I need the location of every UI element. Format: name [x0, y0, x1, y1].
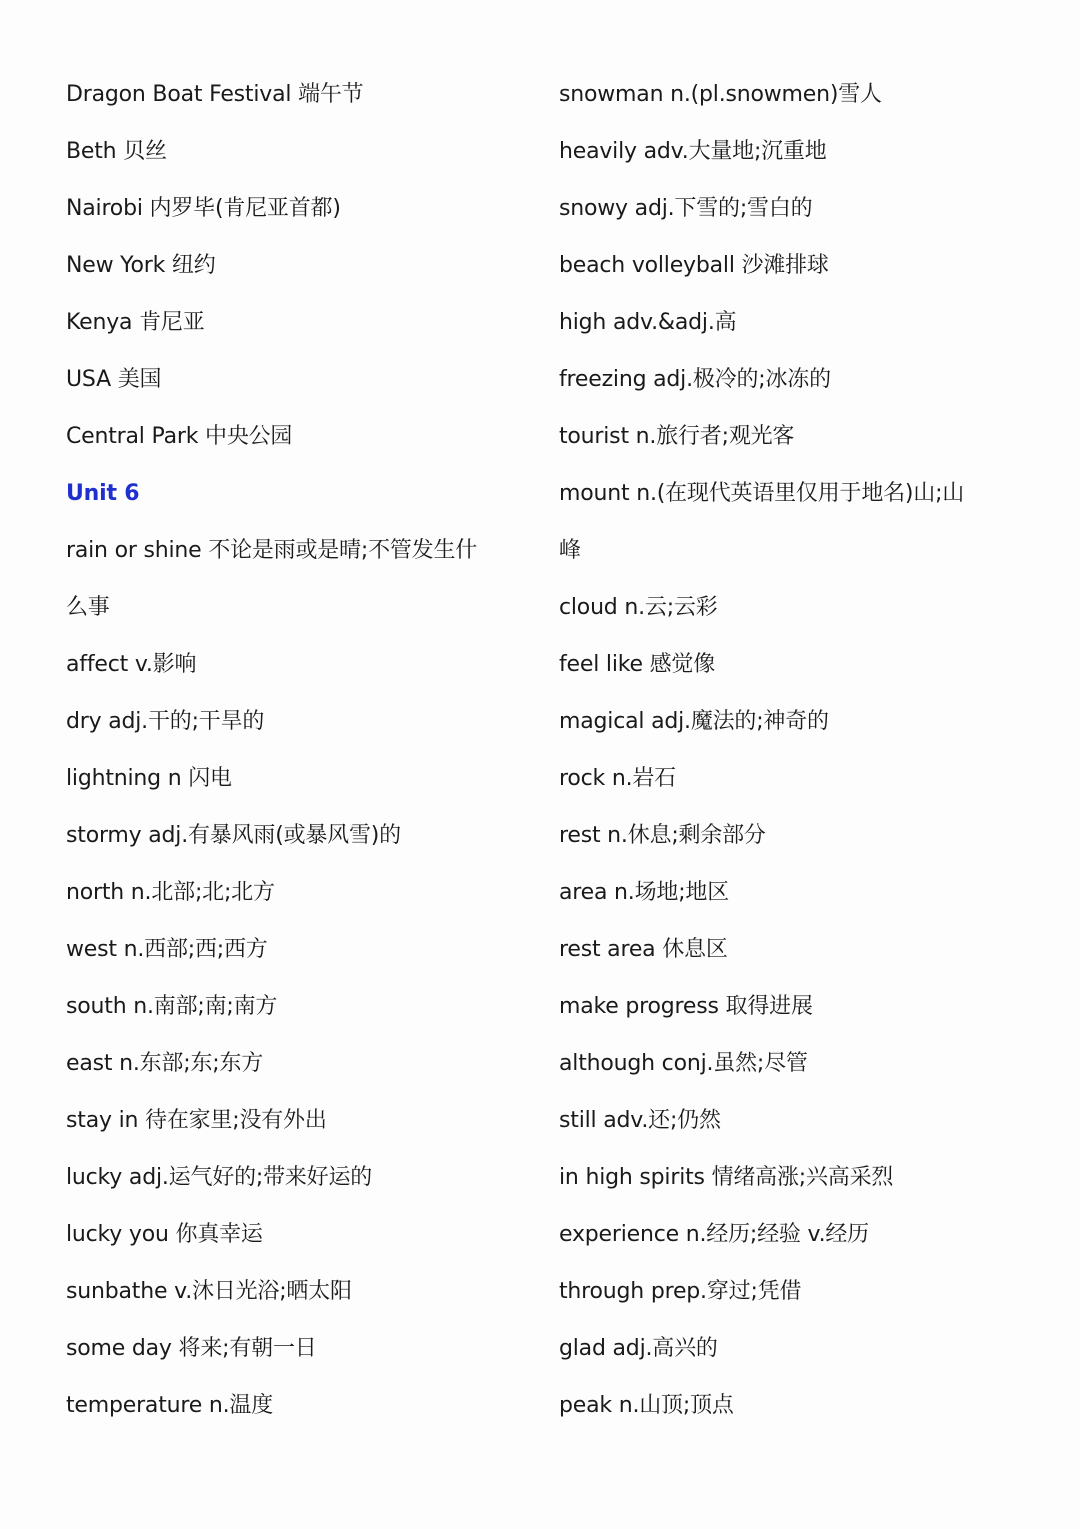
- vocab-entry: make progress 取得进展: [559, 994, 813, 1019]
- vocab-entry: although conj.虽然;尽管: [559, 1051, 808, 1076]
- vocab-entry: west n.西部;西;西方: [66, 937, 268, 962]
- vocab-entry: east n.东部;东;东方: [66, 1051, 264, 1076]
- vocab-entry: in high spirits 情绪高涨;兴高采烈: [559, 1165, 894, 1190]
- vocab-entry: beach volleyball 沙滩排球: [559, 253, 829, 278]
- vocab-entry: glad adj.高兴的: [559, 1336, 718, 1361]
- vocab-entry: freezing adj.极冷的;冰冻的: [559, 367, 831, 392]
- vocab-entry: tourist n.旅行者;观光客: [559, 424, 795, 449]
- right-vocab-column: [559, 66, 1029, 1434]
- vocab-entry: lucky adj.运气好的;带来好运的: [66, 1165, 373, 1190]
- vocab-entry: experience n.经历;经验 v.经历: [559, 1222, 869, 1247]
- vocab-entry: Kenya 肯尼亚: [66, 310, 205, 335]
- unit-heading: Unit 6: [66, 481, 140, 506]
- vocab-entry: magical adj.魔法的;神奇的: [559, 709, 829, 734]
- vocab-entry: Nairobi 内罗毕(肯尼亚首都): [66, 196, 341, 221]
- vocab-entry: dry adj.干的;干旱的: [66, 709, 265, 734]
- vocab-entry: sunbathe v.沐日光浴;晒太阳: [66, 1279, 352, 1304]
- vocab-entry: rock n.岩石: [559, 766, 676, 791]
- vocab-entry: peak n.山顶;顶点: [559, 1393, 734, 1418]
- left-vocab-column: [66, 66, 536, 1434]
- vocab-entry: snowy adj.下雪的;雪白的: [559, 196, 813, 221]
- vocab-entry: Beth 贝丝: [66, 139, 167, 164]
- vocab-entry: Dragon Boat Festival 端午节: [66, 82, 364, 107]
- vocab-entry: USA 美国: [66, 367, 162, 392]
- vocab-entry: mount n.(在现代英语里仅用于地名)山;山: [559, 481, 965, 506]
- vocab-entry: stay in 待在家里;没有外出: [66, 1108, 327, 1133]
- vocab-entry: rest n.休息;剩余部分: [559, 823, 766, 848]
- vocab-entry: area n.场地;地区: [559, 880, 730, 905]
- vocab-entry: high adv.&adj.高: [559, 310, 737, 335]
- vocab-entry-continuation: 么事: [66, 595, 110, 620]
- vocab-entry: heavily adv.大量地;沉重地: [559, 139, 827, 164]
- vocab-entry: through prep.穿过;凭借: [559, 1279, 802, 1304]
- vocab-entry: rain or shine 不论是雨或是晴;不管发生什: [66, 538, 478, 563]
- vocab-entry: cloud n.云;云彩: [559, 595, 718, 620]
- vocab-entry: feel like 感觉像: [559, 652, 716, 677]
- vocab-entry: stormy adj.有暴风雨(或暴风雪)的: [66, 823, 401, 848]
- vocab-entry: north n.北部;北;北方: [66, 880, 275, 905]
- vocab-entry: affect v.影响: [66, 652, 197, 677]
- vocab-entry: temperature n.温度: [66, 1393, 274, 1418]
- vocab-entry: lucky you 你真幸运: [66, 1222, 263, 1247]
- vocab-entry: New York 纽约: [66, 253, 216, 278]
- vocab-entry-continuation: 峰: [559, 538, 581, 563]
- vocab-entry: Central Park 中央公园: [66, 424, 293, 449]
- vocab-entry: snowman n.(pl.snowmen)雪人: [559, 82, 882, 107]
- vocab-entry: still adv.还;仍然: [559, 1108, 721, 1133]
- vocab-entry: some day 将来;有朝一日: [66, 1336, 317, 1361]
- vocab-entry: south n.南部;南;南方: [66, 994, 278, 1019]
- vocab-entry: rest area 休息区: [559, 937, 728, 962]
- vocab-entry: lightning n 闪电: [66, 766, 232, 791]
